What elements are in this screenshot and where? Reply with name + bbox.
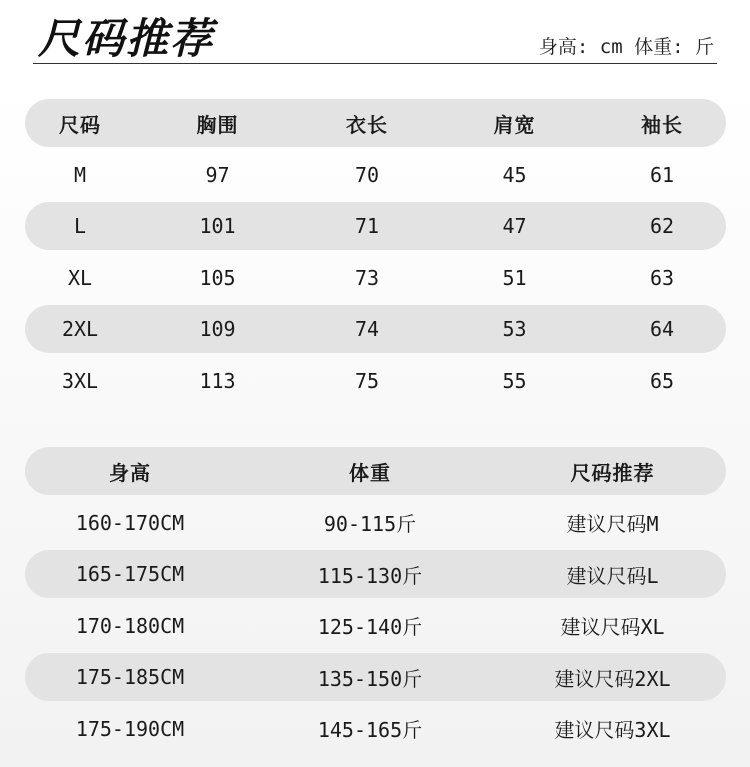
column-header-chest: 胸围 xyxy=(196,112,239,137)
table-cell: 105 xyxy=(199,265,236,290)
table-cell: 73 xyxy=(354,265,380,290)
table-row xyxy=(25,602,726,650)
unit-note: 身高: cm 体重: 斤 xyxy=(538,36,714,58)
table-cell: 53 xyxy=(502,317,527,341)
table-cell: 145-165斤 xyxy=(317,718,423,742)
table-cell: 45 xyxy=(502,162,527,187)
size-table-header xyxy=(25,99,726,147)
table-cell: 2XL xyxy=(61,317,99,341)
table-cell: 175-190CM xyxy=(75,716,185,741)
column-header-sleeve: 袖长 xyxy=(641,112,683,137)
table-cell: 47 xyxy=(502,214,527,238)
table-cell: 135-150斤 xyxy=(317,666,423,691)
table-cell: 55 xyxy=(502,368,527,393)
column-header-height: 身高 xyxy=(109,460,151,485)
recommend-table-header xyxy=(25,447,726,495)
table-cell: 61 xyxy=(649,162,675,187)
table-row xyxy=(25,202,726,250)
table-cell: L xyxy=(73,214,87,238)
table-row xyxy=(25,305,726,353)
table-cell: 74 xyxy=(354,317,380,341)
table-row xyxy=(25,550,726,598)
table-cell: 62 xyxy=(649,214,675,238)
table-cell: 115-130斤 xyxy=(317,563,423,588)
size-recommendation-table xyxy=(25,447,726,756)
table-cell: M xyxy=(73,162,87,187)
table-row xyxy=(25,254,726,302)
table-cell: 160-170CM xyxy=(75,510,185,535)
table-row xyxy=(25,357,726,405)
table-cell: 3XL xyxy=(61,368,99,393)
table-cell: 175-185CM xyxy=(75,665,185,689)
column-header-shoulder: 肩宽 xyxy=(493,112,536,137)
page-title: 尺码推荐 xyxy=(38,14,215,63)
table-cell: 63 xyxy=(649,265,675,290)
table-cell: 90-115斤 xyxy=(323,512,417,536)
column-header-length: 衣长 xyxy=(346,112,388,137)
table-cell: 101 xyxy=(199,214,236,238)
table-cell: 建议尺码L xyxy=(566,563,659,588)
table-row xyxy=(25,653,726,701)
size-chart-table xyxy=(25,99,726,408)
table-cell: 65 xyxy=(649,368,675,393)
table-cell: 165-175CM xyxy=(75,562,185,586)
table-row xyxy=(25,705,726,753)
table-row xyxy=(25,151,726,199)
table-cell: 建议尺码3XL xyxy=(554,718,671,742)
title-divider xyxy=(33,63,717,64)
table-cell: 建议尺码M xyxy=(566,512,659,536)
table-cell: 64 xyxy=(649,317,675,341)
table-cell: 51 xyxy=(502,265,527,290)
table-cell: XL xyxy=(67,265,93,290)
table-cell: 113 xyxy=(199,368,236,393)
table-cell: 70 xyxy=(354,162,380,187)
column-header-weight: 体重 xyxy=(349,460,391,485)
table-cell: 建议尺码XL xyxy=(560,615,665,639)
column-header-size: 尺码 xyxy=(59,112,101,137)
table-cell: 97 xyxy=(205,162,230,187)
column-header-recommended-size: 尺码推荐 xyxy=(570,460,655,485)
table-cell: 125-140斤 xyxy=(317,615,423,639)
table-cell: 71 xyxy=(354,214,380,238)
table-cell: 建议尺码2XL xyxy=(554,666,671,691)
table-row xyxy=(25,499,726,547)
table-cell: 75 xyxy=(354,368,380,393)
table-cell: 109 xyxy=(199,317,236,341)
table-cell: 170-180CM xyxy=(75,613,185,638)
